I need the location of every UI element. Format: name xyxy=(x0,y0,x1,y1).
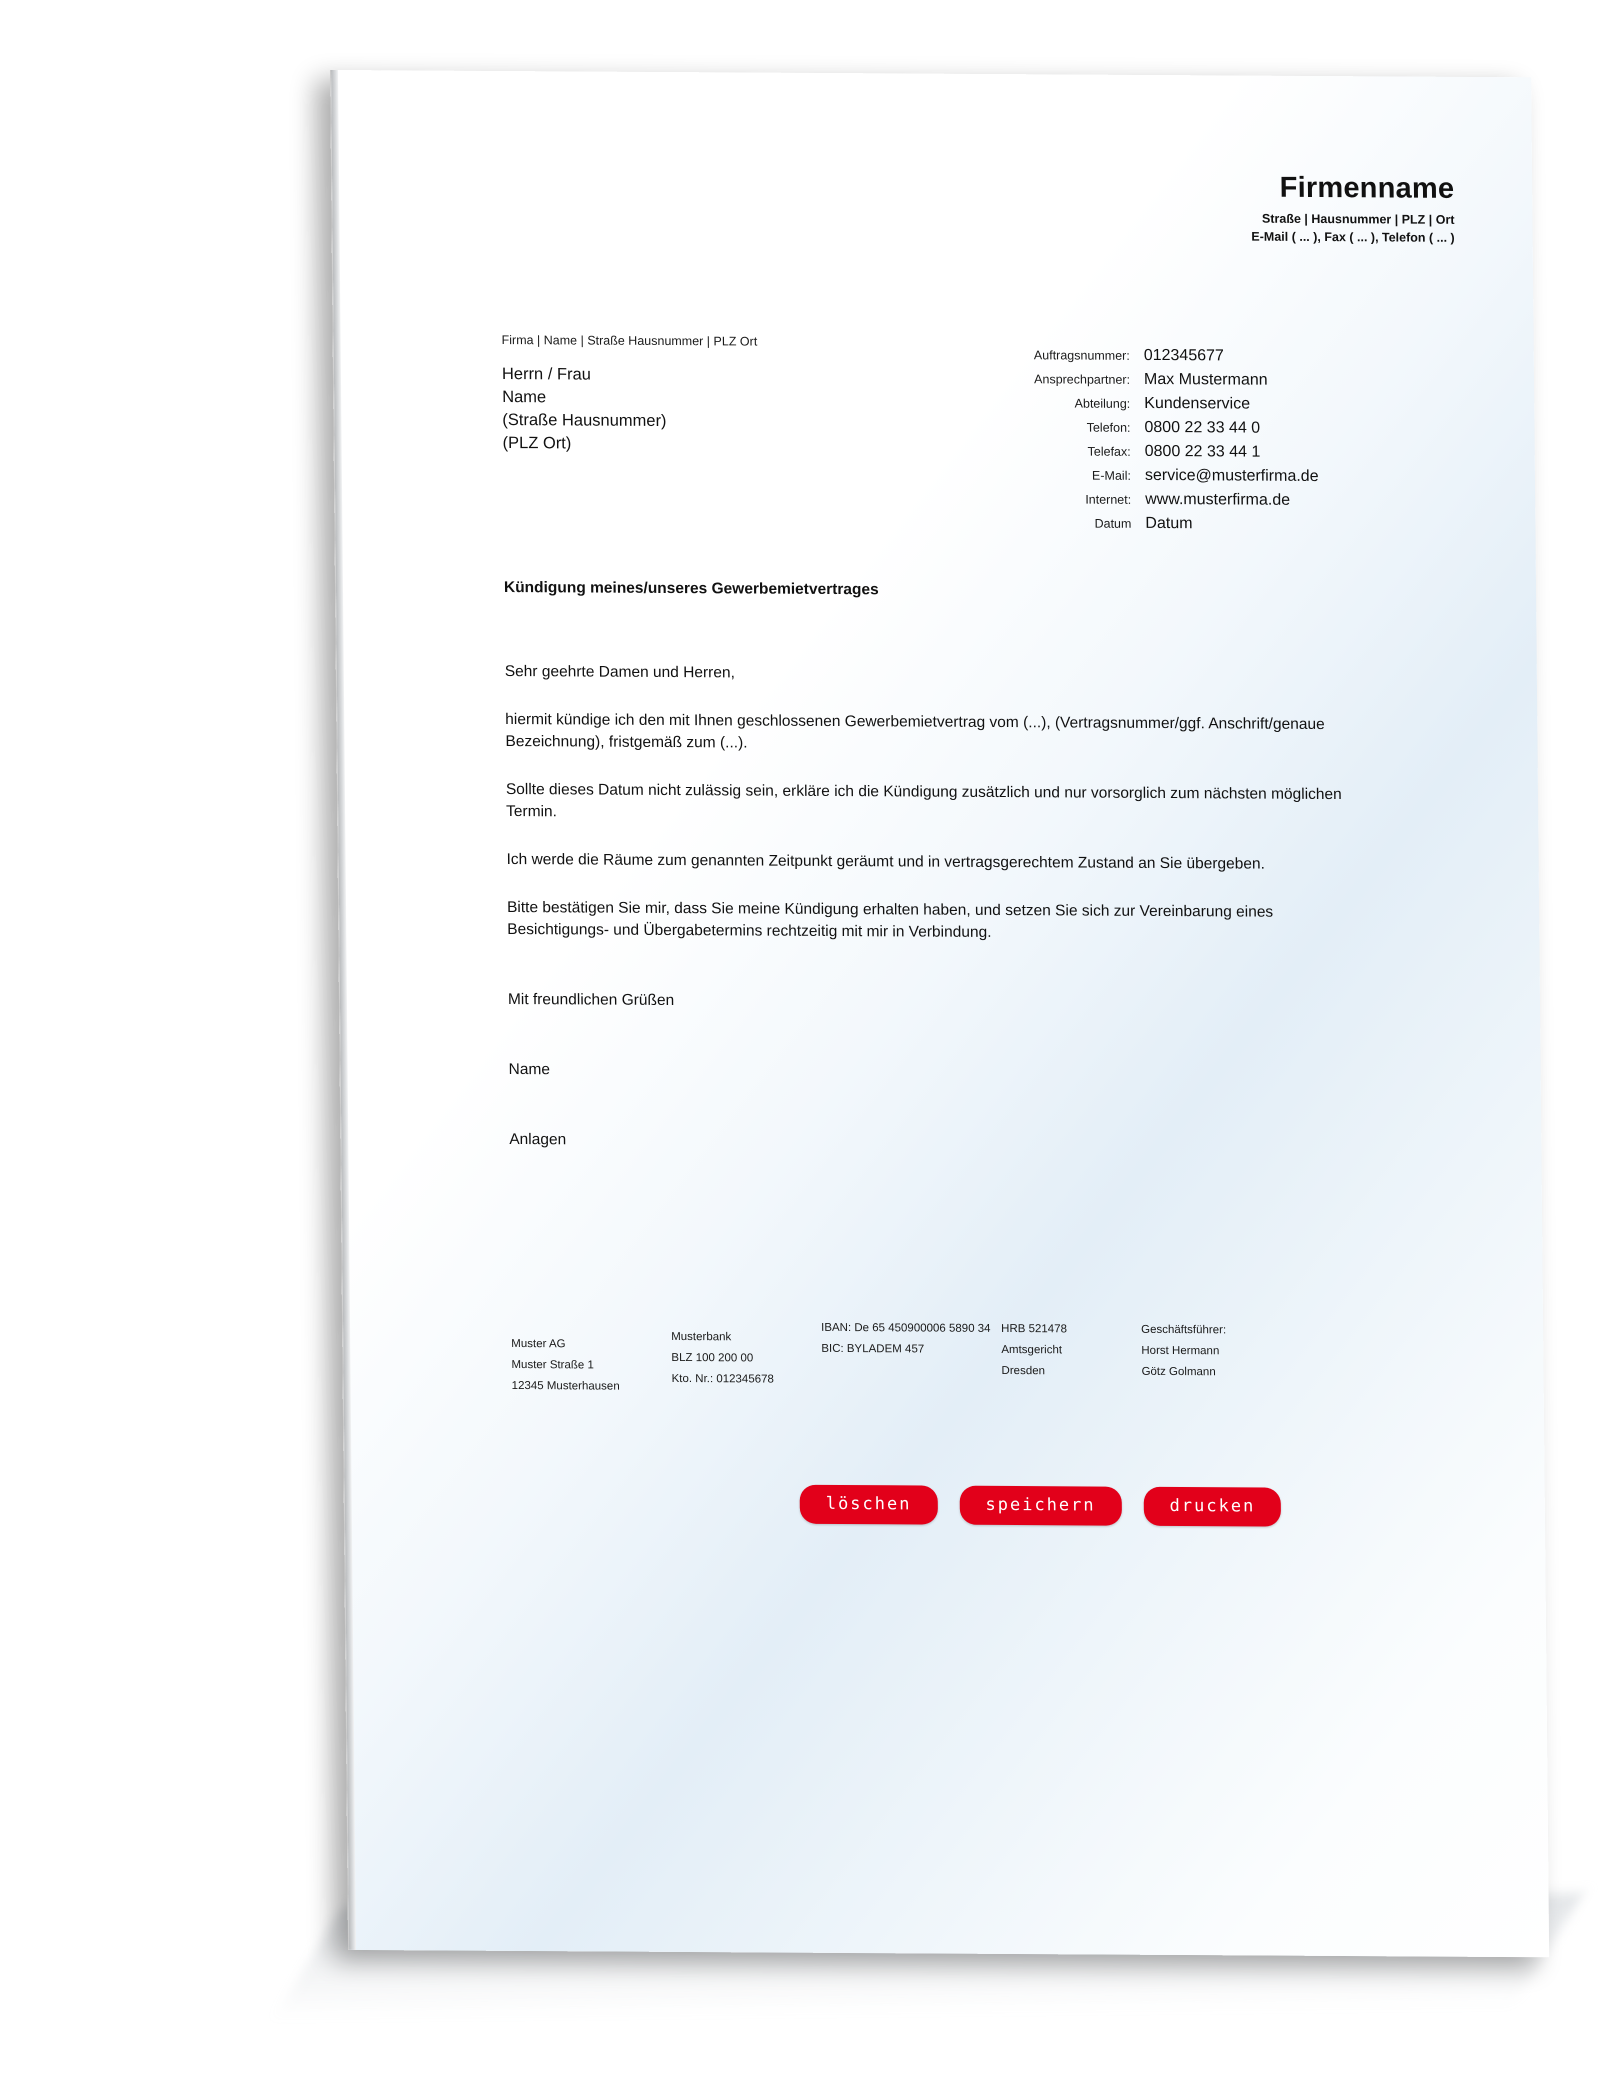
document-page xyxy=(330,70,1549,1957)
letterhead xyxy=(894,169,1455,244)
letter-subject: Kündigung meines/unseres Gewerbemietvertrages xyxy=(503,579,879,599)
meta-value: 0800 22 33 44 1 xyxy=(1144,442,1261,461)
meta-value: Datum xyxy=(1145,514,1193,533)
meta-label: Auftragsnummer: xyxy=(1033,348,1130,363)
save-button[interactable]: speichern xyxy=(959,1486,1122,1526)
meta-label: Abteilung: xyxy=(1074,396,1131,411)
company-address-line: Straße | Hausnummer | PLZ | Ort xyxy=(1261,211,1455,227)
attachments-label: Anlagen xyxy=(509,1130,567,1149)
meta-row xyxy=(935,442,1455,463)
recipient-address: Herrn / Frau Name (Straße Hausnummer) (PLZ Ort) xyxy=(501,365,667,453)
meta-row xyxy=(934,418,1454,439)
signature-name: Name xyxy=(508,1060,551,1079)
body-paragraph-3: Ich werde die Räume zum genannten Zeitpunkt geräumt und in vertragsgerechtem Zustand an Sie übergeben. xyxy=(506,850,1265,873)
footer-management-column: Geschäftsführer: Horst Hermann Götz Golmann xyxy=(1141,1323,1227,1379)
meta-row xyxy=(934,346,1454,367)
page-footer xyxy=(511,1316,1412,1402)
document-page-wrapper xyxy=(330,70,1548,1957)
meta-value: Kundenservice xyxy=(1144,394,1251,413)
meta-label: Datum xyxy=(1094,516,1132,531)
footer-register-column: HRB 521478 Amtsgericht Dresden xyxy=(1001,1322,1068,1378)
meta-label: Ansprechpartner: xyxy=(1034,372,1131,387)
meta-row xyxy=(934,394,1454,415)
form-action-buttons xyxy=(800,1485,1282,1527)
meta-value: Max Mustermann xyxy=(1143,370,1268,389)
body-paragraph-1: hiermit kündige ich den mit Ihnen geschlossenen Gewerbemietvertrag vom (...), (Vertragsnummer/ggf. Anschrift/genaue Bezeichnung), fristgemäß zum (...). xyxy=(505,711,1325,752)
meta-label: Telefax: xyxy=(1087,444,1131,459)
footer-iban-column: IBAN: De 65 450900006 5890 34 BIC: BYLADEM 457 xyxy=(821,1321,991,1356)
return-address-line: Firma | Name | Straße Hausnummer | PLZ Ort xyxy=(501,333,758,349)
body-paragraph-4: Bitte bestätigen Sie mir, dass Sie meine Kündigung erhalten haben, und setzen Sie sich zur Vereinbarung eines Besichtigungs- und Übergabetermins rechtzeitig mit mir in Verbindung. xyxy=(506,898,1274,941)
meta-row xyxy=(935,466,1455,487)
print-button[interactable]: drucken xyxy=(1143,1487,1281,1527)
company-contact-line: E-Mail ( ... ), Fax ( ... ), Telefon ( ... ) xyxy=(1251,229,1455,245)
meta-value: www.musterfirma.de xyxy=(1145,490,1291,509)
meta-value: 0800 22 33 44 0 xyxy=(1144,418,1261,437)
fold-mark-lower xyxy=(330,792,334,793)
meta-row xyxy=(935,514,1455,535)
meta-label: Internet: xyxy=(1085,492,1132,507)
footer-company-column: Muster AG Muster Straße 1 12345 Musterhausen xyxy=(511,1337,620,1393)
meta-info-table xyxy=(934,346,1456,541)
meta-value: service@musterfirma.de xyxy=(1144,466,1319,485)
company-name: Firmenname xyxy=(1279,171,1455,205)
delete-button[interactable]: löschen xyxy=(800,1485,938,1525)
meta-label: Telefon: xyxy=(1086,420,1131,435)
body-paragraph-2: Sollte dieses Datum nicht zulässig sein, erkläre ich die Kündigung zusätzlich und nur vorsorglich zum nächsten möglichen Termin. xyxy=(505,780,1342,821)
meta-label: E-Mail: xyxy=(1091,468,1131,483)
salutation: Sehr geehrte Damen und Herren, xyxy=(504,663,735,682)
letter-body xyxy=(505,661,1350,1182)
meta-row xyxy=(934,370,1454,391)
page-edge-decoration xyxy=(331,70,356,1950)
fold-mark-upper xyxy=(330,582,332,583)
closing-line: Mit freundlichen Grüßen xyxy=(507,990,675,1010)
footer-bank-column: Musterbank BLZ 100 200 00 Kto. Nr.: 012345678 xyxy=(671,1330,774,1386)
meta-row xyxy=(935,490,1455,511)
meta-value: 012345677 xyxy=(1143,346,1224,365)
